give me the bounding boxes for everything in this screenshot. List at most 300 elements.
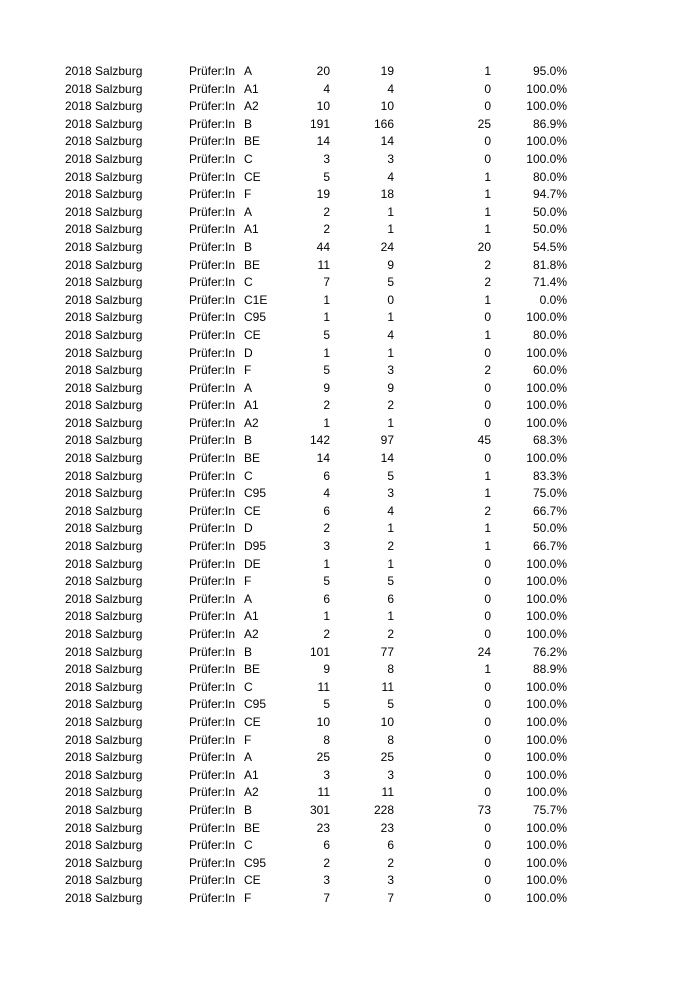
year-city-cell: 2018 Salzburg [65,151,143,166]
role-cell: Prüfer:In [189,644,236,659]
total-cell: 5 [323,363,330,378]
failed-cell: 24 [477,644,491,659]
failed-cell: 0 [484,767,491,782]
passed-cell: 24 [380,239,394,254]
role-cell: Prüfer:In [189,222,236,237]
license-class-cell: D95 [244,539,267,554]
passed-cell: 9 [387,257,394,272]
table-row [0,591,700,609]
failed-cell: 0 [484,873,491,888]
role-cell: Prüfer:In [189,785,236,800]
license-class-cell: C [244,151,253,166]
role-cell: Prüfer:In [189,802,236,817]
role-cell: Prüfer:In [189,451,236,466]
license-class-cell: F [244,732,252,747]
year-city-cell: 2018 Salzburg [65,662,143,677]
license-class-cell: C [244,468,253,483]
failed-cell: 0 [484,556,491,571]
table-row [0,239,700,257]
total-cell: 4 [323,81,330,96]
table-row [0,415,700,433]
pass-rate-cell: 94.7% [532,187,567,202]
pass-rate-cell: 100.0% [526,151,567,166]
year-city-cell: 2018 Salzburg [65,134,143,149]
role-cell: Prüfer:In [189,134,236,149]
role-cell: Prüfer:In [189,292,236,307]
passed-cell: 228 [373,802,394,817]
role-cell: Prüfer:In [189,310,236,325]
license-class-cell: A1 [244,222,259,237]
license-class-cell: C95 [244,310,267,325]
failed-cell: 0 [484,838,491,853]
pass-rate-cell: 66.7% [532,539,567,554]
year-city-cell: 2018 Salzburg [65,855,143,870]
failed-cell: 0 [484,151,491,166]
license-class-cell: B [244,116,253,131]
pass-rate-cell: 50.0% [532,521,567,536]
total-cell: 6 [323,503,330,518]
failed-cell: 0 [484,714,491,729]
year-city-cell: 2018 Salzburg [65,574,143,589]
year-city-cell: 2018 Salzburg [65,187,143,202]
total-cell: 14 [316,451,330,466]
year-city-cell: 2018 Salzburg [65,292,143,307]
table-row [0,204,700,222]
role-cell: Prüfer:In [189,116,236,131]
role-cell: Prüfer:In [189,239,236,254]
total-cell: 142 [309,433,330,448]
total-cell: 11 [317,679,330,694]
total-cell: 8 [323,732,330,747]
license-class-cell: A [244,591,253,606]
total-cell: 3 [323,151,330,166]
license-class-cell: D [244,521,253,536]
table-row [0,468,700,486]
failed-cell: 0 [484,398,491,413]
year-city-cell: 2018 Salzburg [65,398,143,413]
license-class-cell: A1 [244,398,259,413]
pass-rate-cell: 100.0% [526,574,567,589]
year-city-cell: 2018 Salzburg [65,222,143,237]
failed-cell: 1 [484,187,491,202]
failed-cell: 2 [484,503,491,518]
table-row [0,345,700,363]
failed-cell: 1 [484,539,491,554]
table-row [0,186,700,204]
table-row [0,820,700,838]
table-row [0,556,700,574]
pass-rate-cell: 76.2% [532,644,567,659]
passed-cell: 8 [387,662,394,677]
pass-rate-cell: 80.0% [532,169,567,184]
failed-cell: 0 [484,697,491,712]
failed-cell: 1 [484,486,491,501]
passed-cell: 2 [387,539,394,554]
year-city-cell: 2018 Salzburg [65,81,143,96]
passed-cell: 1 [387,415,394,430]
role-cell: Prüfer:In [189,433,236,448]
failed-cell: 1 [484,662,491,677]
table-row [0,309,700,327]
pass-rate-cell: 100.0% [526,398,567,413]
license-class-cell: A [244,750,253,765]
total-cell: 14 [316,134,330,149]
failed-cell: 0 [484,855,491,870]
year-city-cell: 2018 Salzburg [65,820,143,835]
license-class-cell: D [244,345,253,360]
year-city-cell: 2018 Salzburg [65,627,143,641]
failed-cell: 1 [484,521,491,536]
total-cell: 19 [316,187,330,202]
pass-rate-cell: 100.0% [526,591,567,606]
pass-rate-cell: 71.4% [532,275,567,290]
license-class-cell: A2 [244,99,259,114]
total-cell: 1 [323,292,330,307]
year-city-cell: 2018 Salzburg [65,116,143,131]
total-cell: 101 [309,644,330,659]
role-cell: Prüfer:In [189,855,236,870]
passed-cell: 1 [387,521,394,536]
total-cell: 5 [323,574,330,589]
license-class-cell: BE [244,257,261,272]
failed-cell: 0 [484,310,491,325]
passed-cell: 4 [387,81,394,96]
failed-cell: 0 [484,820,491,835]
passed-cell: 18 [380,187,394,202]
pass-rate-cell: 100.0% [526,820,567,835]
table-row [0,362,700,380]
table-row [0,450,700,468]
year-city-cell: 2018 Salzburg [65,380,143,395]
passed-cell: 5 [387,697,394,712]
table-row [0,98,700,116]
license-class-cell: BE [244,451,261,466]
year-city-cell: 2018 Salzburg [65,327,143,342]
total-cell: 7 [323,890,330,905]
failed-cell: 0 [484,415,491,430]
year-city-cell: 2018 Salzburg [65,679,143,694]
total-cell: 6 [323,468,330,483]
table-row [0,749,700,767]
license-class-cell: BE [244,134,261,149]
pass-rate-cell: 100.0% [526,556,567,571]
failed-cell: 0 [484,574,491,589]
failed-cell: 0 [484,81,491,96]
failed-cell: 0 [484,380,491,395]
role-cell: Prüfer:In [189,99,236,114]
passed-cell: 4 [387,169,394,184]
total-cell: 9 [323,662,330,677]
passed-cell: 3 [387,873,394,888]
pass-rate-cell: 86.9% [532,116,567,131]
failed-cell: 0 [484,785,491,800]
total-cell: 301 [309,802,330,817]
pass-rate-cell: 100.0% [526,873,567,888]
pass-rate-cell: 100.0% [526,310,567,325]
pass-rate-cell: 100.0% [526,627,567,641]
passed-cell: 7 [387,890,394,905]
role-cell: Prüfer:In [189,187,236,202]
table-row [0,802,700,820]
year-city-cell: 2018 Salzburg [65,415,143,430]
total-cell: 44 [316,239,330,254]
total-cell: 5 [323,169,330,184]
passed-cell: 97 [380,433,394,448]
pass-rate-cell: 100.0% [526,99,567,114]
total-cell: 1 [323,556,330,571]
total-cell: 1 [323,415,330,430]
passed-cell: 1 [387,222,394,237]
pass-rate-cell: 100.0% [526,380,567,395]
failed-cell: 2 [484,275,491,290]
role-cell: Prüfer:In [189,767,236,782]
pass-rate-cell: 100.0% [526,714,567,729]
license-class-cell: CE [244,873,261,888]
license-class-cell: BE [244,662,261,677]
pass-rate-cell: 100.0% [526,890,567,905]
failed-cell: 1 [484,222,491,237]
total-cell: 2 [323,627,330,641]
total-cell: 6 [323,591,330,606]
year-city-cell: 2018 Salzburg [65,345,143,360]
passed-cell: 1 [387,345,394,360]
failed-cell: 0 [484,732,491,747]
table-row [0,292,700,310]
year-city-cell: 2018 Salzburg [65,556,143,571]
role-cell: Prüfer:In [189,169,236,184]
role-cell: Prüfer:In [189,627,236,641]
year-city-cell: 2018 Salzburg [65,609,143,624]
passed-cell: 5 [387,574,394,589]
table-row [0,257,700,275]
failed-cell: 0 [484,99,491,114]
failed-cell: 0 [484,591,491,606]
license-class-cell: B [244,802,253,817]
table-row [0,169,700,187]
table-row [0,151,700,169]
table-row [0,63,700,81]
year-city-cell: 2018 Salzburg [65,644,143,659]
failed-cell: 20 [477,239,491,254]
passed-cell: 5 [387,275,394,290]
table-row [0,380,700,398]
license-class-cell: A1 [244,81,259,96]
year-city-cell: 2018 Salzburg [65,890,143,905]
license-class-cell: B [244,433,253,448]
failed-cell: 0 [484,679,491,694]
year-city-cell: 2018 Salzburg [65,697,143,712]
license-class-cell: B [244,644,253,659]
table-row [0,872,700,890]
passed-cell: 5 [387,468,394,483]
year-city-cell: 2018 Salzburg [65,838,143,853]
role-cell: Prüfer:In [189,697,236,712]
year-city-cell: 2018 Salzburg [65,486,143,501]
role-cell: Prüfer:In [189,468,236,483]
pass-rate-cell: 81.8% [532,257,567,272]
failed-cell: 1 [484,327,491,342]
role-cell: Prüfer:In [189,556,236,571]
total-cell: 2 [323,204,330,219]
year-city-cell: 2018 Salzburg [65,539,143,554]
license-class-cell: F [244,890,252,905]
table-row [0,696,700,714]
year-city-cell: 2018 Salzburg [65,433,143,448]
role-cell: Prüfer:In [189,521,236,536]
failed-cell: 0 [484,890,491,905]
role-cell: Prüfer:In [189,486,236,501]
license-class-cell: C95 [244,486,267,501]
passed-cell: 2 [387,627,394,641]
license-class-cell: A [244,204,253,219]
data-table [0,63,700,908]
table-row [0,661,700,679]
passed-cell: 23 [380,820,394,835]
total-cell: 11 [317,257,330,272]
role-cell: Prüfer:In [189,151,236,166]
total-cell: 1 [323,609,330,624]
passed-cell: 3 [387,151,394,166]
total-cell: 3 [323,539,330,554]
role-cell: Prüfer:In [189,327,236,342]
passed-cell: 8 [387,732,394,747]
role-cell: Prüfer:In [189,81,236,96]
total-cell: 9 [323,380,330,395]
license-class-cell: C [244,838,253,853]
license-class-cell: A2 [244,415,259,430]
year-city-cell: 2018 Salzburg [65,239,143,254]
pass-rate-cell: 68.3% [532,433,567,448]
license-class-cell: CE [244,503,261,518]
failed-cell: 1 [484,204,491,219]
passed-cell: 1 [387,556,394,571]
failed-cell: 73 [477,802,491,817]
total-cell: 2 [323,855,330,870]
role-cell: Prüfer:In [189,415,236,430]
year-city-cell: 2018 Salzburg [65,99,143,114]
total-cell: 1 [323,310,330,325]
year-city-cell: 2018 Salzburg [65,310,143,325]
license-class-cell: F [244,574,252,589]
year-city-cell: 2018 Salzburg [65,468,143,483]
license-class-cell: C95 [244,697,267,712]
table-row [0,644,700,662]
table-row [0,327,700,345]
role-cell: Prüfer:In [189,750,236,765]
passed-cell: 4 [387,503,394,518]
table-row [0,626,700,644]
total-cell: 7 [323,275,330,290]
passed-cell: 2 [387,398,394,413]
total-cell: 2 [323,222,330,237]
license-class-cell: C [244,275,253,290]
year-city-cell: 2018 Salzburg [65,363,143,378]
role-cell: Prüfer:In [189,64,236,78]
passed-cell: 1 [387,204,394,219]
role-cell: Prüfer:In [189,380,236,395]
table-row [0,221,700,239]
table-row [0,855,700,873]
pass-rate-cell: 100.0% [526,732,567,747]
license-class-cell: CE [244,714,261,729]
table-row [0,116,700,134]
year-city-cell: 2018 Salzburg [65,64,143,78]
table-row [0,538,700,556]
failed-cell: 0 [484,345,491,360]
table-row [0,432,700,450]
role-cell: Prüfer:In [189,257,236,272]
role-cell: Prüfer:In [189,662,236,677]
failed-cell: 1 [484,64,491,78]
pass-rate-cell: 100.0% [526,785,567,800]
role-cell: Prüfer:In [189,539,236,554]
passed-cell: 4 [387,327,394,342]
year-city-cell: 2018 Salzburg [65,275,143,290]
role-cell: Prüfer:In [189,679,236,694]
table-row [0,784,700,802]
table-row [0,485,700,503]
pass-rate-cell: 75.7% [532,802,567,817]
year-city-cell: 2018 Salzburg [65,785,143,800]
failed-cell: 0 [484,627,491,641]
pass-rate-cell: 54.5% [532,239,567,254]
role-cell: Prüfer:In [189,591,236,606]
pass-rate-cell: 80.0% [532,327,567,342]
pass-rate-cell: 50.0% [532,204,567,219]
role-cell: Prüfer:In [189,275,236,290]
passed-cell: 0 [387,292,394,307]
year-city-cell: 2018 Salzburg [65,521,143,536]
total-cell: 10 [316,714,330,729]
pass-rate-cell: 100.0% [526,415,567,430]
pass-rate-cell: 88.9% [532,662,567,677]
table-row [0,679,700,697]
pass-rate-cell: 100.0% [526,838,567,853]
role-cell: Prüfer:In [189,503,236,518]
license-class-cell: A [244,64,253,78]
failed-cell: 1 [484,169,491,184]
total-cell: 23 [316,820,330,835]
passed-cell: 11 [381,785,394,800]
passed-cell: 19 [380,64,394,78]
passed-cell: 9 [387,380,394,395]
passed-cell: 2 [387,855,394,870]
total-cell: 2 [323,521,330,536]
failed-cell: 2 [484,257,491,272]
license-class-cell: A1 [244,609,259,624]
license-class-cell: CE [244,169,261,184]
passed-cell: 77 [380,644,394,659]
table-row [0,890,700,908]
license-class-cell: CE [244,327,261,342]
license-class-cell: BE [244,820,261,835]
license-class-cell: F [244,363,252,378]
year-city-cell: 2018 Salzburg [65,767,143,782]
total-cell: 1 [323,345,330,360]
table-row [0,767,700,785]
license-class-cell: A [244,380,253,395]
license-class-cell: F [244,187,252,202]
role-cell: Prüfer:In [189,873,236,888]
license-class-cell: DE [244,556,261,571]
failed-cell: 1 [484,292,491,307]
passed-cell: 11 [381,679,394,694]
role-cell: Prüfer:In [189,732,236,747]
total-cell: 25 [316,750,330,765]
total-cell: 3 [323,873,330,888]
year-city-cell: 2018 Salzburg [65,169,143,184]
pass-rate-cell: 100.0% [526,451,567,466]
